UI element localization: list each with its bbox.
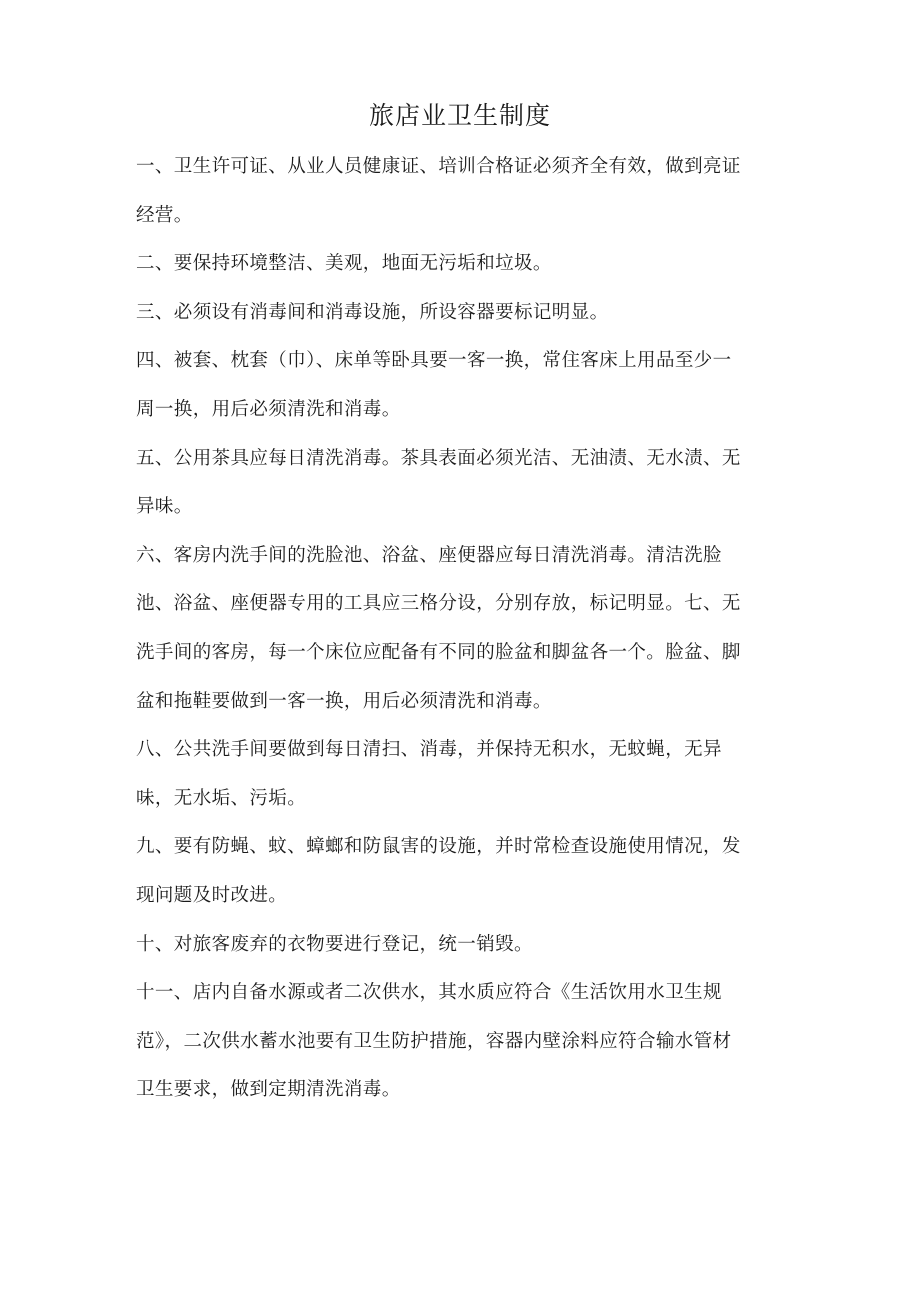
paragraph-line: 二、要保持环境整洁、美观，地面无污垢和垃圾。 <box>136 253 552 275</box>
paragraph-line: 味，无水垢、污垢。 <box>136 787 307 809</box>
paragraph-line: 三、必须设有消毒间和消毒设施，所设容器要标记明显。 <box>136 301 609 323</box>
paragraph-6 <box>136 532 786 726</box>
paragraph-line: 洗手间的客房，每一个床位应配备有不同的脸盆和脚盆各一个。脸盆、脚 <box>136 641 741 663</box>
paragraph-11 <box>136 969 786 1115</box>
paragraph-line: 八、公共洗手间要做到每日清扫、消毒，并保持无积水，无蚊蝇，无异 <box>136 739 722 761</box>
paragraph-line: 九、要有防蝇、蚊、蟑螂和防鼠害的设施，并时常检查设施使用情况，发 <box>136 836 741 858</box>
paragraph-5 <box>136 435 786 532</box>
paragraph-line: 周一换，用后必须清洗和消毒。 <box>136 398 401 420</box>
paragraph-4 <box>136 337 786 434</box>
paragraph-line: 池、浴盆、座便器专用的工具应三格分设，分别存放，标记明显。七、无 <box>136 593 741 615</box>
paragraph-2 <box>136 240 786 289</box>
paragraph-line: 四、被套、枕套（巾）、床单等卧具要一客一换，常住客床上用品至少一 <box>136 350 732 372</box>
paragraph-line: 十、对旅客废弃的衣物要进行登记，统一销毁。 <box>136 933 533 955</box>
paragraph-line: 经营。 <box>136 204 193 226</box>
paragraph-3 <box>136 289 786 338</box>
paragraph-line: 盆和拖鞋要做到一客一换，用后必须清洗和消毒。 <box>136 690 552 712</box>
paragraph-line: 五、公用茶具应每日清洗消毒。茶具表面必须光洁、无油渍、无水渍、无 <box>136 447 741 469</box>
paragraph-line: 一、卫生许可证、从业人员健康证、培训合格证必须齐全有效，做到亮证 <box>136 156 741 177</box>
paragraph-line: 十一、店内自备水源或者二次供水，其水质应符合《生活饮用水卫生规 <box>136 982 722 1004</box>
paragraph-line: 六、客房内洗手间的洗脸池、浴盆、座便器应每日清洗消毒。清洁洗脸 <box>136 544 722 566</box>
paragraph-line: 范》，二次供水蓄水池要有卫生防护措施，容器内壁涂料应符合输水管材 <box>136 1030 732 1052</box>
document-body <box>136 143 786 1115</box>
document-title: 旅店业卫生制度 <box>368 101 551 130</box>
paragraph-line: 现问题及时改进。 <box>136 884 288 906</box>
paragraph-10 <box>136 921 786 970</box>
paragraph-8 <box>136 726 786 823</box>
paragraph-line: 卫生要求，做到定期清洗消毒。 <box>136 1079 401 1101</box>
paragraph-line: 异味。 <box>136 496 193 518</box>
paragraph-9 <box>136 823 786 920</box>
paragraph-1 <box>136 143 786 240</box>
